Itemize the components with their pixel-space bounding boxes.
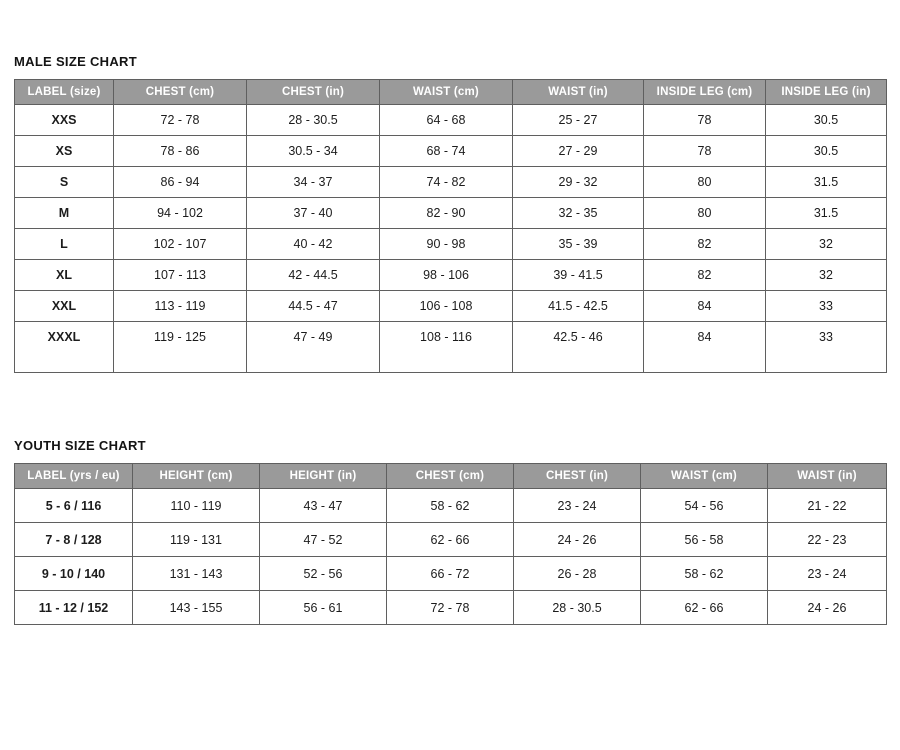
cell-label: XXXL xyxy=(15,322,114,353)
cell-chest-cm: 72 - 78 xyxy=(114,105,247,136)
col-header-waist-cm: WAIST (cm) xyxy=(641,464,768,489)
table-row xyxy=(15,557,887,591)
cell-label: 9 - 10 / 140 xyxy=(15,557,133,591)
cell-waist-cm: 62 - 66 xyxy=(641,591,768,625)
col-header-height-in: HEIGHT (in) xyxy=(260,464,387,489)
cell-height-cm: 119 - 131 xyxy=(133,523,260,557)
col-header-chest-cm: CHEST (cm) xyxy=(387,464,514,489)
cell-inside-leg-cm: 82 xyxy=(644,229,766,260)
cell-chest-cm: 107 - 113 xyxy=(114,260,247,291)
cell-label: S xyxy=(15,167,114,198)
cell-chest-cm: 78 - 86 xyxy=(114,136,247,167)
male-table-header xyxy=(15,80,887,105)
cell-chest-cm: 113 - 119 xyxy=(114,291,247,322)
cell-waist-in: 35 - 39 xyxy=(513,229,644,260)
cell-height-in: 52 - 56 xyxy=(260,557,387,591)
male-table-body xyxy=(15,105,887,373)
cell-inside-leg-in: 33 xyxy=(766,291,887,322)
cell-label: L xyxy=(15,229,114,260)
table-row xyxy=(15,229,887,260)
cell-chest-cm: 102 - 107 xyxy=(114,229,247,260)
cell-inside-leg-cm: 84 xyxy=(644,291,766,322)
cell-label: XXL xyxy=(15,291,114,322)
col-header-label: LABEL (yrs / eu) xyxy=(15,464,133,489)
cell-inside-leg-cm: 78 xyxy=(644,136,766,167)
cell-chest-cm: 86 - 94 xyxy=(114,167,247,198)
youth-table-body xyxy=(15,489,887,625)
cell-inside-leg-in: 32 xyxy=(766,260,887,291)
male-size-chart-section xyxy=(14,54,886,373)
cell-chest-cm: 58 - 62 xyxy=(387,489,514,523)
cell-waist-in: 32 - 35 xyxy=(513,198,644,229)
cell-waist-cm: 98 - 106 xyxy=(380,260,513,291)
cell-height-cm: 110 - 119 xyxy=(133,489,260,523)
col-header-waist-cm: WAIST (cm) xyxy=(380,80,513,105)
cell-chest-in: 26 - 28 xyxy=(514,557,641,591)
cell-chest-cm: 62 - 66 xyxy=(387,523,514,557)
male-size-table xyxy=(14,79,887,373)
cell-waist-cm: 64 - 68 xyxy=(380,105,513,136)
cell-height-in: 43 - 47 xyxy=(260,489,387,523)
cell-chest-in: 47 - 49 xyxy=(247,322,380,353)
table-header-row xyxy=(15,464,887,489)
col-header-waist-in: WAIST (in) xyxy=(513,80,644,105)
cell-inside-leg-in: 31.5 xyxy=(766,167,887,198)
spacer-cell xyxy=(380,352,513,373)
cell-waist-in: 21 - 22 xyxy=(768,489,887,523)
cell-chest-in: 34 - 37 xyxy=(247,167,380,198)
col-header-inside-leg-in: INSIDE LEG (in) xyxy=(766,80,887,105)
col-header-chest-in: CHEST (in) xyxy=(514,464,641,489)
table-row xyxy=(15,489,887,523)
cell-inside-leg-in: 30.5 xyxy=(766,136,887,167)
cell-waist-in: 23 - 24 xyxy=(768,557,887,591)
cell-chest-in: 30.5 - 34 xyxy=(247,136,380,167)
cell-waist-in: 22 - 23 xyxy=(768,523,887,557)
spacer-cell xyxy=(644,352,766,373)
cell-chest-in: 23 - 24 xyxy=(514,489,641,523)
cell-label: XL xyxy=(15,260,114,291)
cell-waist-cm: 82 - 90 xyxy=(380,198,513,229)
cell-chest-cm: 72 - 78 xyxy=(387,591,514,625)
cell-chest-cm: 94 - 102 xyxy=(114,198,247,229)
youth-size-table xyxy=(14,463,887,625)
cell-waist-cm: 56 - 58 xyxy=(641,523,768,557)
spacer-cell xyxy=(766,352,887,373)
cell-inside-leg-cm: 78 xyxy=(644,105,766,136)
table-row xyxy=(15,291,887,322)
cell-chest-in: 37 - 40 xyxy=(247,198,380,229)
cell-label: XXS xyxy=(15,105,114,136)
col-header-chest-in: CHEST (in) xyxy=(247,80,380,105)
youth-size-chart-section xyxy=(14,438,886,625)
cell-label: 5 - 6 / 116 xyxy=(15,489,133,523)
col-header-inside-leg-cm: INSIDE LEG (cm) xyxy=(644,80,766,105)
table-spacer-row xyxy=(15,352,887,373)
spacer-cell xyxy=(513,352,644,373)
cell-waist-cm: 106 - 108 xyxy=(380,291,513,322)
cell-waist-cm: 74 - 82 xyxy=(380,167,513,198)
col-header-height-cm: HEIGHT (cm) xyxy=(133,464,260,489)
cell-waist-cm: 68 - 74 xyxy=(380,136,513,167)
youth-chart-title: YOUTH SIZE CHART xyxy=(14,438,146,453)
cell-height-in: 56 - 61 xyxy=(260,591,387,625)
cell-height-cm: 131 - 143 xyxy=(133,557,260,591)
cell-chest-in: 44.5 - 47 xyxy=(247,291,380,322)
table-row xyxy=(15,523,887,557)
col-header-label: LABEL (size) xyxy=(15,80,114,105)
cell-waist-in: 24 - 26 xyxy=(768,591,887,625)
cell-chest-in: 40 - 42 xyxy=(247,229,380,260)
spacer-cell xyxy=(15,352,114,373)
table-row xyxy=(15,322,887,353)
cell-waist-cm: 58 - 62 xyxy=(641,557,768,591)
cell-waist-in: 27 - 29 xyxy=(513,136,644,167)
table-row xyxy=(15,591,887,625)
spacer-cell xyxy=(114,352,247,373)
cell-label: XS xyxy=(15,136,114,167)
cell-waist-cm: 54 - 56 xyxy=(641,489,768,523)
cell-label: 11 - 12 / 152 xyxy=(15,591,133,625)
cell-inside-leg-in: 32 xyxy=(766,229,887,260)
cell-chest-cm: 119 - 125 xyxy=(114,322,247,353)
table-row xyxy=(15,105,887,136)
cell-label: 7 - 8 / 128 xyxy=(15,523,133,557)
cell-waist-in: 25 - 27 xyxy=(513,105,644,136)
cell-inside-leg-in: 31.5 xyxy=(766,198,887,229)
table-row xyxy=(15,167,887,198)
male-chart-title: MALE SIZE CHART xyxy=(14,54,137,69)
cell-chest-cm: 66 - 72 xyxy=(387,557,514,591)
table-header-row xyxy=(15,80,887,105)
cell-height-in: 47 - 52 xyxy=(260,523,387,557)
cell-label: M xyxy=(15,198,114,229)
cell-waist-cm: 108 - 116 xyxy=(380,322,513,353)
table-row xyxy=(15,136,887,167)
cell-inside-leg-cm: 84 xyxy=(644,322,766,353)
cell-waist-in: 42.5 - 46 xyxy=(513,322,644,353)
cell-waist-in: 39 - 41.5 xyxy=(513,260,644,291)
youth-table-header xyxy=(15,464,887,489)
cell-waist-cm: 90 - 98 xyxy=(380,229,513,260)
cell-inside-leg-cm: 82 xyxy=(644,260,766,291)
cell-inside-leg-cm: 80 xyxy=(644,198,766,229)
cell-height-cm: 143 - 155 xyxy=(133,591,260,625)
table-row xyxy=(15,198,887,229)
cell-inside-leg-in: 33 xyxy=(766,322,887,353)
spacer-cell xyxy=(247,352,380,373)
cell-chest-in: 42 - 44.5 xyxy=(247,260,380,291)
col-header-chest-cm: CHEST (cm) xyxy=(114,80,247,105)
cell-waist-in: 41.5 - 42.5 xyxy=(513,291,644,322)
cell-chest-in: 28 - 30.5 xyxy=(514,591,641,625)
cell-chest-in: 24 - 26 xyxy=(514,523,641,557)
cell-waist-in: 29 - 32 xyxy=(513,167,644,198)
cell-chest-in: 28 - 30.5 xyxy=(247,105,380,136)
col-header-waist-in: WAIST (in) xyxy=(768,464,887,489)
table-row xyxy=(15,260,887,291)
cell-inside-leg-in: 30.5 xyxy=(766,105,887,136)
cell-inside-leg-cm: 80 xyxy=(644,167,766,198)
